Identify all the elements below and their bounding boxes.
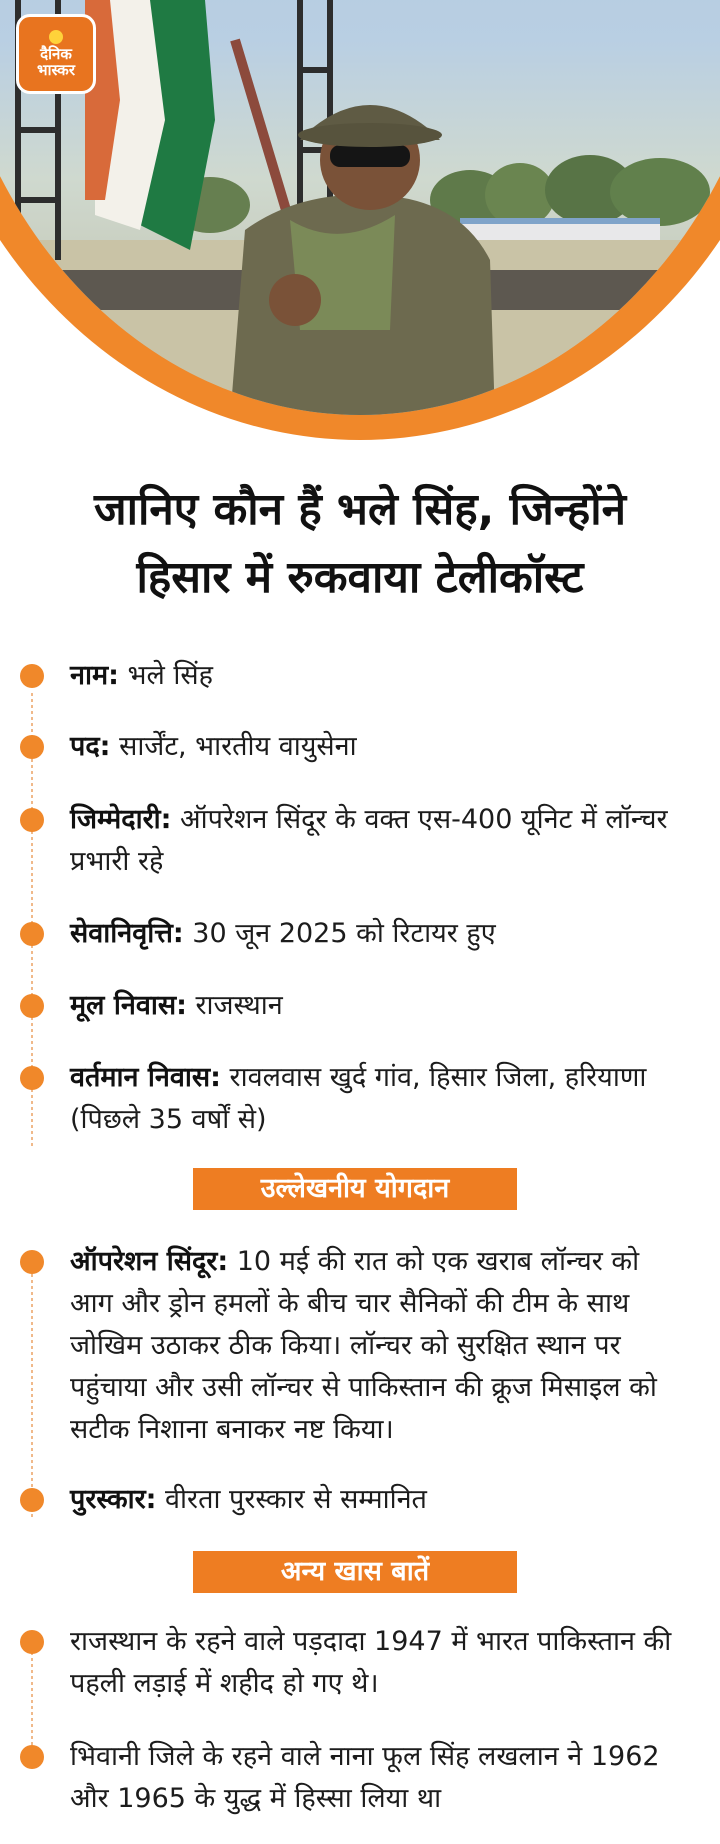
timeline-connector	[31, 1640, 33, 1760]
headline-line2: हिसार में रुकवाया टेलीकॉस्ट	[136, 552, 584, 603]
bullet-dot	[20, 1488, 44, 1512]
profile-name: नाम: भले सिंह	[70, 660, 213, 691]
contribution-operation: ऑपरेशन सिंदूर: 10 मई की रात को एक खराब लॉन्चर को आग और ड्रोन हमलों के बीच चार सैनिकों की टीम के साथ जोखिम उठाकर ठीक किया। लॉन्चर को सुरक्षित स्थान पर पहुंचाया और उसी लॉन्चर से पाकिस्तान की क्रूज मिसाइल को सटीक निशाना बनाकर नष्ट किया।	[70, 1246, 657, 1445]
bullet-dot	[20, 994, 44, 1018]
bullet-dot	[20, 1630, 44, 1654]
bullet-dot	[20, 1745, 44, 1769]
bullet-dot	[20, 922, 44, 946]
logo-text-line2: भास्कर	[37, 61, 75, 79]
other-item-2: भिवानी जिले के रहने वाले नाना फूल सिंह लखलान ने 1962 और 1965 के युद्ध में हिस्सा लिया था	[70, 1741, 660, 1814]
other-item-1: राजस्थान के रहने वाले पड़दादा 1947 में भारत पाकिस्तान की पहली लड़ाई में शहीद हो गए थे।	[70, 1626, 672, 1699]
logo-text-line1: दैनिक	[40, 45, 72, 63]
contribution-award: पुरस्कार: वीरता पुरस्कार से सम्मानित	[70, 1484, 427, 1515]
section-heading-contributions: उल्लेखनीय योगदान	[193, 1168, 517, 1210]
profile-residence: वर्तमान निवास: रावलवास खुर्द गांव, हिसार जिला, हरियाणा (पिछले 35 वर्षों से)	[70, 1062, 647, 1135]
profile-origin: मूल निवास: राजस्थान	[70, 990, 283, 1021]
hero-photo	[0, 0, 720, 415]
bullet-dot	[20, 735, 44, 759]
profile-retirement: सेवानिवृत्ति: 30 जून 2025 को रिटायर हुए	[70, 918, 496, 949]
bullet-dot	[20, 664, 44, 688]
profile-duty: जिम्मेदारी: ऑपरेशन सिंदूर के वक्त एस-400 यूनिट में लॉन्चर प्रभारी रहे	[70, 804, 668, 877]
timeline-connector	[31, 1262, 33, 1520]
bullet-dot	[20, 808, 44, 832]
bullet-dot	[20, 1250, 44, 1274]
dainik-bhaskar-logo[interactable]	[16, 14, 96, 94]
soldier-photo-illustration	[0, 0, 720, 415]
hero-section	[0, 0, 720, 445]
sun-icon	[49, 30, 63, 44]
headline-line1: जानिए कौन हैं भले सिंह, जिन्होंने	[93, 484, 627, 535]
section-heading-other: अन्य खास बातें	[193, 1551, 517, 1593]
profile-post: पद: सार्जेंट, भारतीय वायुसेना	[70, 731, 357, 762]
bullet-dot	[20, 1066, 44, 1090]
headline	[0, 476, 720, 612]
